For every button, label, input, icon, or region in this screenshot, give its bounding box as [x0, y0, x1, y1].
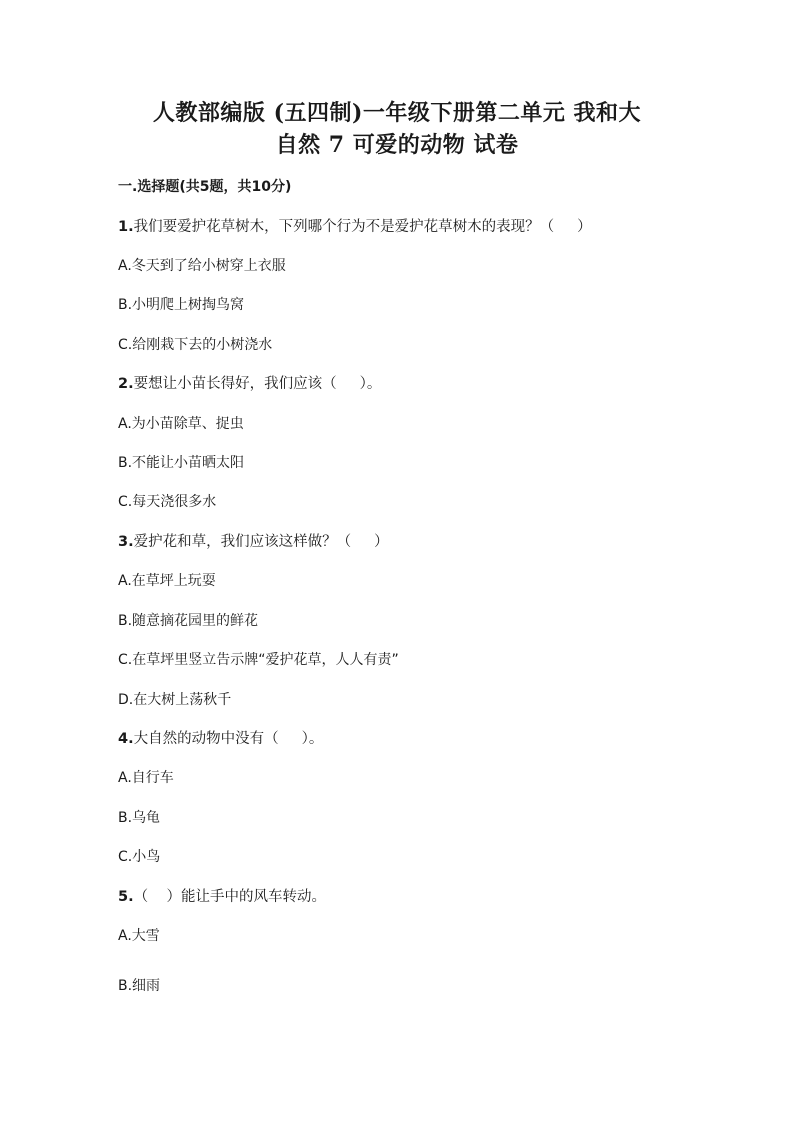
document-title-line-2: 自然 7 可爱的动物 试卷: [275, 132, 519, 158]
question-text: （ ）能让手中的风车转动。: [133, 889, 327, 905]
question-4-option-c: C.小鸟: [118, 849, 161, 865]
question-number: 5.: [118, 889, 134, 905]
question-2: [118, 374, 381, 394]
document-title-line-1: 人教部编版 (五四制)一年级下册第二单元 我和大: [152, 100, 642, 126]
question-text: 我们要爱护花草树木，下列哪个行为不是爱护花草树木的表现？（ ）: [133, 219, 592, 235]
question-5-option-a: A.大雪: [118, 928, 160, 944]
question-1: [118, 217, 592, 237]
question-1-option-a: A.冬天到了给小树穿上衣服: [118, 258, 286, 274]
question-4: [118, 729, 323, 749]
question-2-option-a: A.为小苗除草、捉虫: [118, 416, 244, 432]
question-text: 要想让小苗长得好，我们应该（ ）。: [133, 376, 382, 392]
question-text: 大自然的动物中没有（ ）。: [133, 731, 324, 747]
question-4-option-b: B.乌龟: [118, 810, 161, 826]
section-heading: 一.选择题(共5题，共10分): [118, 179, 292, 195]
question-1-option-b: B.小明爬上树掏鸟窝: [118, 297, 245, 313]
question-3-option-b: B.随意摘花园里的鲜花: [118, 613, 259, 629]
question-3-option-d: D.在大树上荡秋千: [118, 692, 232, 708]
question-3: [118, 532, 389, 552]
question-4-option-a: A.自行车: [118, 770, 174, 786]
question-number: 4.: [118, 731, 134, 747]
question-2-option-c: C.每天浇很多水: [118, 494, 217, 510]
question-text: 爱护花和草，我们应该这样做？（ ）: [133, 534, 389, 550]
question-number: 3.: [118, 534, 134, 550]
question-number: 1.: [118, 219, 134, 235]
question-2-option-b: B.不能让小苗晒太阳: [118, 455, 245, 471]
question-3-option-a: A.在草坪上玩耍: [118, 573, 216, 589]
question-3-option-c: C.在草坪里竖立告示牌“爱护花草，人人有责”: [118, 652, 399, 668]
question-5-option-b: B.细雨: [118, 978, 161, 994]
question-1-option-c: C.给刚栽下去的小树浇水: [118, 337, 273, 353]
question-number: 2.: [118, 376, 134, 392]
question-5: [118, 887, 326, 907]
